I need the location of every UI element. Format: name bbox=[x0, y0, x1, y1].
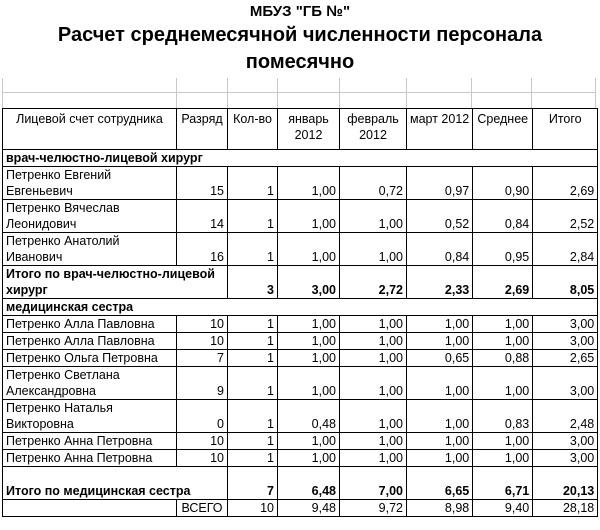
grade-cell: 10 bbox=[177, 433, 228, 450]
total-cell: 2,84 bbox=[533, 233, 598, 266]
header-total: Итого bbox=[533, 109, 598, 150]
grand-total-spacer bbox=[3, 500, 177, 517]
employee-name: Петренко Анна Петровна bbox=[3, 450, 177, 467]
grand-total-label: ВСЕГО bbox=[177, 500, 228, 517]
table-row bbox=[3, 350, 598, 367]
count-cell: 3 bbox=[228, 266, 278, 299]
grade-cell: 10 bbox=[177, 450, 228, 467]
count-cell: 1 bbox=[228, 167, 278, 200]
count-cell: 10 bbox=[228, 500, 278, 517]
avg-cell: 0,88 bbox=[473, 350, 533, 367]
feb-cell: 2,72 bbox=[340, 266, 407, 299]
empty-sheet-gridlines bbox=[2, 78, 596, 108]
feb-cell: 1,00 bbox=[340, 367, 407, 400]
grade-cell: 14 bbox=[177, 200, 228, 233]
jan-cell: 6,48 bbox=[278, 467, 340, 500]
count-cell: 1 bbox=[228, 333, 278, 350]
count-cell: 1 bbox=[228, 450, 278, 467]
feb-cell: 9,72 bbox=[340, 500, 407, 517]
jan-cell: 1,00 bbox=[278, 316, 340, 333]
count-cell: 1 bbox=[228, 400, 278, 433]
jan-cell: 1,00 bbox=[278, 200, 340, 233]
organization-title: МБУЗ "ГБ №" bbox=[249, 3, 351, 20]
employee-name: Петренко Алла Павловна bbox=[3, 316, 177, 333]
jan-cell: 1,00 bbox=[278, 333, 340, 350]
feb-cell: 1,00 bbox=[340, 333, 407, 350]
total-cell: 2,65 bbox=[533, 350, 598, 367]
employee-name: Петренко Вячеслав Леонидович bbox=[3, 200, 177, 233]
count-cell: 1 bbox=[228, 350, 278, 367]
mar-cell: 1,00 bbox=[407, 433, 473, 450]
mar-cell: 6,65 bbox=[407, 467, 473, 500]
grade-cell: 16 bbox=[177, 233, 228, 266]
table-row bbox=[3, 367, 598, 400]
jan-cell: 1,00 bbox=[278, 433, 340, 450]
mar-cell: 1,00 bbox=[407, 333, 473, 350]
avg-cell: 1,00 bbox=[473, 316, 533, 333]
mar-cell: 1,00 bbox=[407, 367, 473, 400]
avg-cell: 0,84 bbox=[473, 200, 533, 233]
table-row bbox=[3, 316, 598, 333]
jan-cell: 9,48 bbox=[278, 500, 340, 517]
section-total-label: Итого по медицинская сестра bbox=[3, 467, 228, 500]
grade-cell: 7 bbox=[177, 350, 228, 367]
jan-cell: 1,00 bbox=[278, 350, 340, 367]
avg-cell: 6,71 bbox=[473, 467, 533, 500]
count-cell: 1 bbox=[228, 316, 278, 333]
total-cell: 3,00 bbox=[533, 333, 598, 350]
employee-name: Петренко Ольга Петровна bbox=[3, 350, 177, 367]
avg-cell: 1,00 bbox=[473, 333, 533, 350]
section-total-row bbox=[3, 266, 598, 299]
avg-cell: 0,83 bbox=[473, 400, 533, 433]
header-account: Лицевой счет сотрудника bbox=[3, 109, 177, 150]
employee-name: Петренко Анна Петровна bbox=[3, 433, 177, 450]
feb-cell: 1,00 bbox=[340, 400, 407, 433]
total-cell: 20,13 bbox=[533, 467, 598, 500]
table-row bbox=[3, 433, 598, 450]
mar-cell: 0,65 bbox=[407, 350, 473, 367]
avg-cell: 1,00 bbox=[473, 450, 533, 467]
count-cell: 1 bbox=[228, 233, 278, 266]
grade-cell: 15 bbox=[177, 167, 228, 200]
table-body bbox=[3, 109, 598, 517]
section-header-row bbox=[3, 299, 598, 316]
section-header-row bbox=[3, 150, 598, 167]
count-cell: 1 bbox=[228, 367, 278, 400]
feb-cell: 1,00 bbox=[340, 450, 407, 467]
feb-cell: 1,00 bbox=[340, 316, 407, 333]
table-row bbox=[3, 167, 598, 200]
total-cell: 3,00 bbox=[533, 433, 598, 450]
total-cell: 2,48 bbox=[533, 400, 598, 433]
grade-cell: 9 bbox=[177, 367, 228, 400]
report-title bbox=[0, 22, 600, 76]
total-cell: 28,18 bbox=[533, 500, 598, 517]
avg-cell: 1,00 bbox=[473, 433, 533, 450]
total-cell: 2,69 bbox=[533, 167, 598, 200]
employee-name: Петренко Светлана Александровна bbox=[3, 367, 177, 400]
employee-name: Петренко Евгений Евгеньевич bbox=[3, 167, 177, 200]
feb-cell: 1,00 bbox=[340, 233, 407, 266]
section-title: врач-челюстно-лицевой хирург bbox=[3, 150, 598, 167]
mar-cell: 2,33 bbox=[407, 266, 473, 299]
feb-cell: 7,00 bbox=[340, 467, 407, 500]
grand-total-row bbox=[3, 500, 598, 517]
mar-cell: 0,52 bbox=[407, 200, 473, 233]
total-cell: 3,00 bbox=[533, 367, 598, 400]
avg-cell: 2,69 bbox=[473, 266, 533, 299]
jan-cell: 1,00 bbox=[278, 167, 340, 200]
header-row bbox=[3, 109, 598, 150]
table-row bbox=[3, 400, 598, 433]
mar-cell: 0,97 bbox=[407, 167, 473, 200]
employee-name: Петренко Наталья Викторовна bbox=[3, 400, 177, 433]
jan-cell: 1,00 bbox=[278, 450, 340, 467]
header-avg: Среднее bbox=[473, 109, 533, 150]
total-cell: 3,00 bbox=[533, 450, 598, 467]
header-grade: Разряд bbox=[177, 109, 228, 150]
header-jan: январь 2012 bbox=[278, 109, 340, 150]
total-cell: 3,00 bbox=[533, 316, 598, 333]
avg-cell: 9,40 bbox=[473, 500, 533, 517]
count-cell: 7 bbox=[228, 467, 278, 500]
jan-cell: 1,00 bbox=[278, 367, 340, 400]
table-row bbox=[3, 450, 598, 467]
report-title-line2: помесячно bbox=[245, 51, 355, 73]
mar-cell: 1,00 bbox=[407, 450, 473, 467]
mar-cell: 8,98 bbox=[407, 500, 473, 517]
feb-cell: 1,00 bbox=[340, 200, 407, 233]
grade-cell: 0 bbox=[177, 400, 228, 433]
jan-cell: 1,00 bbox=[278, 233, 340, 266]
grade-cell: 10 bbox=[177, 316, 228, 333]
section-title: медицинская сестра bbox=[3, 299, 598, 316]
jan-cell: 0,48 bbox=[278, 400, 340, 433]
feb-cell: 1,00 bbox=[340, 433, 407, 450]
avg-cell: 0,95 bbox=[473, 233, 533, 266]
header-feb: февраль 2012 bbox=[340, 109, 407, 150]
table-row bbox=[3, 333, 598, 350]
count-cell: 1 bbox=[228, 433, 278, 450]
header-mar: март 2012 bbox=[407, 109, 473, 150]
section-total-label: Итого по врач-челюстно-лицевой хирург bbox=[3, 266, 228, 299]
header-count: Кол-во bbox=[228, 109, 278, 150]
avg-cell: 0,90 bbox=[473, 167, 533, 200]
jan-cell: 3,00 bbox=[278, 266, 340, 299]
employee-name: Петренко Анатолий Иванович bbox=[3, 233, 177, 266]
feb-cell: 1,00 bbox=[340, 350, 407, 367]
total-cell: 8,05 bbox=[533, 266, 598, 299]
feb-cell: 0,72 bbox=[340, 167, 407, 200]
total-cell: 2,52 bbox=[533, 200, 598, 233]
mar-cell: 1,00 bbox=[407, 316, 473, 333]
section-total-row bbox=[3, 467, 598, 500]
table-row bbox=[3, 233, 598, 266]
staff-table bbox=[2, 108, 598, 517]
report-title-line1: Расчет среднемесячной численности персонала bbox=[57, 24, 543, 46]
table-row bbox=[3, 200, 598, 233]
mar-cell: 0,84 bbox=[407, 233, 473, 266]
mar-cell: 1,00 bbox=[407, 400, 473, 433]
avg-cell: 1,00 bbox=[473, 367, 533, 400]
grade-cell: 10 bbox=[177, 333, 228, 350]
count-cell: 1 bbox=[228, 200, 278, 233]
employee-name: Петренко Алла Павловна bbox=[3, 333, 177, 350]
